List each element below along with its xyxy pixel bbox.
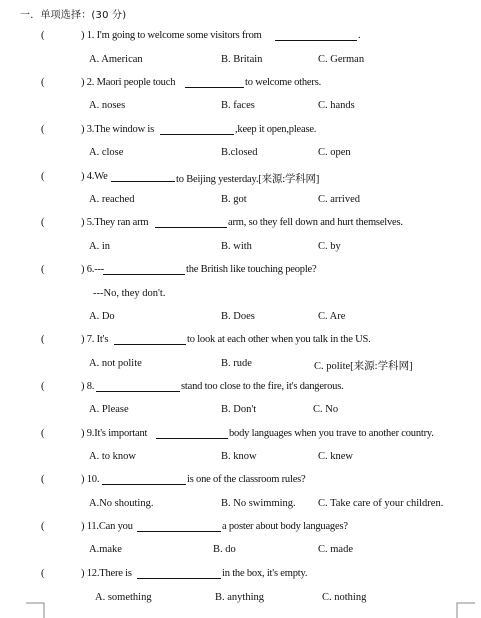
option-b[interactable]: B. with bbox=[221, 241, 252, 252]
option-b[interactable]: B. anything bbox=[215, 592, 264, 603]
option-c[interactable]: C. polite[来源:学科网] bbox=[314, 361, 413, 372]
option-a[interactable]: A.make bbox=[89, 544, 122, 555]
question-stem: ) 1. I'm going to welcome some visitors from bbox=[81, 30, 262, 41]
option-a[interactable]: A. close bbox=[89, 147, 124, 158]
option-a[interactable]: A. to know bbox=[89, 451, 136, 462]
question-stem-suffix: to look at each other when you talk in the US. bbox=[187, 334, 371, 345]
answer-paren: ( bbox=[41, 217, 45, 228]
question-stem: ) 9.It's important bbox=[81, 428, 148, 439]
question-stem: ) 3.The window is bbox=[81, 124, 155, 135]
answer-blank[interactable] bbox=[137, 521, 221, 532]
answer-paren: ( bbox=[41, 30, 45, 41]
question-stem-suffix: to welcome others. bbox=[245, 77, 322, 88]
answer-blank[interactable] bbox=[114, 334, 186, 345]
option-b[interactable]: B. Britain bbox=[221, 54, 263, 65]
option-c[interactable]: C. nothing bbox=[322, 592, 367, 603]
answer-paren: ( bbox=[41, 381, 45, 392]
option-b[interactable]: B. Does bbox=[221, 311, 255, 322]
option-c[interactable]: C. made bbox=[318, 544, 353, 555]
question-stem-suffix: in the box, it's empty. bbox=[222, 568, 308, 579]
answer-blank[interactable] bbox=[275, 30, 357, 41]
question-stem: ) 8. bbox=[81, 381, 95, 392]
answer-paren: ( bbox=[41, 334, 45, 345]
option-a[interactable]: A. Please bbox=[89, 404, 129, 415]
crop-mark-left-icon bbox=[26, 600, 46, 618]
option-a[interactable]: A. noses bbox=[89, 100, 126, 111]
question-stem: ) 2. Maori people touch bbox=[81, 77, 176, 88]
answer-blank[interactable] bbox=[111, 171, 175, 182]
question-stem: ) 7. It's bbox=[81, 334, 109, 345]
question-stem: ) 6.--- bbox=[81, 264, 105, 275]
question-stem-suffix: arm, so they fell down and hurt themselves. bbox=[228, 217, 403, 228]
question-stem: ) 5.They ran arm bbox=[81, 217, 149, 228]
answer-paren: ( bbox=[41, 428, 45, 439]
option-b[interactable]: B. No swimming. bbox=[221, 498, 296, 509]
option-c[interactable]: C. No bbox=[313, 404, 339, 415]
answer-paren: ( bbox=[41, 568, 45, 579]
option-c[interactable]: C. knew bbox=[318, 451, 353, 462]
answer-paren: ( bbox=[41, 474, 45, 485]
question-stem: ) 11.Can you bbox=[81, 521, 133, 532]
option-c[interactable]: C. Take care of your children. bbox=[318, 498, 444, 509]
answer-blank[interactable] bbox=[103, 264, 185, 275]
question-stem: ) 4.We bbox=[81, 171, 108, 182]
question-stem-suffix: . bbox=[358, 30, 361, 41]
answer-blank[interactable] bbox=[185, 77, 244, 88]
question-stem-suffix: stand too close to the fire, it's dangerous. bbox=[181, 381, 344, 392]
question-stem: ) 10. bbox=[81, 474, 100, 485]
option-c[interactable]: C. German bbox=[318, 54, 365, 65]
answer-blank[interactable] bbox=[155, 217, 227, 228]
answer-blank[interactable] bbox=[156, 428, 228, 439]
question-stem-suffix: ,keep it open,please. bbox=[235, 124, 317, 135]
option-b[interactable]: B. faces bbox=[221, 100, 255, 111]
option-c[interactable]: C. open bbox=[318, 147, 351, 158]
option-c[interactable]: C. by bbox=[318, 241, 341, 252]
answer-blank[interactable] bbox=[96, 381, 180, 392]
option-a[interactable]: A.No shouting. bbox=[89, 498, 154, 509]
option-b[interactable]: B. rude bbox=[221, 358, 252, 369]
option-a[interactable]: A. American bbox=[89, 54, 143, 65]
option-c[interactable]: C. arrived bbox=[318, 194, 360, 205]
option-b[interactable]: B. Don't bbox=[221, 404, 257, 415]
question-stem: ) 12.There is bbox=[81, 568, 132, 579]
question-stem-suffix: body languages when you trave to another country. bbox=[229, 428, 434, 439]
option-b[interactable]: B. know bbox=[221, 451, 257, 462]
answer-paren: ( bbox=[41, 171, 45, 182]
answer-blank[interactable] bbox=[137, 568, 221, 579]
question-stem-suffix: to Beijing yesterday.[来源:学科网] bbox=[176, 174, 320, 185]
question-stem-suffix: the British like touching people? bbox=[186, 264, 317, 275]
answer-paren: ( bbox=[41, 77, 45, 88]
dialogue-reply: ---No, they don't. bbox=[93, 288, 166, 299]
answer-paren: ( bbox=[41, 521, 45, 532]
answer-blank[interactable] bbox=[160, 124, 234, 135]
option-a[interactable]: A. reached bbox=[89, 194, 135, 205]
option-a[interactable]: A. not polite bbox=[89, 358, 142, 369]
question-stem-suffix: is one of the classroom rules? bbox=[187, 474, 306, 485]
option-a[interactable]: A. Do bbox=[89, 311, 115, 322]
option-b[interactable]: B. got bbox=[221, 194, 247, 205]
option-a[interactable]: A. something bbox=[95, 592, 152, 603]
answer-paren: ( bbox=[41, 124, 45, 135]
option-a[interactable]: A. in bbox=[89, 241, 110, 252]
option-c[interactable]: C. hands bbox=[318, 100, 355, 111]
answer-paren: ( bbox=[41, 264, 45, 275]
option-b[interactable]: B.closed bbox=[221, 147, 258, 158]
option-b[interactable]: B. do bbox=[213, 544, 236, 555]
question-stem-suffix: a poster about body languages? bbox=[222, 521, 348, 532]
option-c[interactable]: C. Are bbox=[318, 311, 346, 322]
section-title: 一．单项选择：(30 分) bbox=[20, 10, 127, 21]
answer-blank[interactable] bbox=[102, 474, 186, 485]
crop-mark-right-icon bbox=[455, 600, 475, 618]
